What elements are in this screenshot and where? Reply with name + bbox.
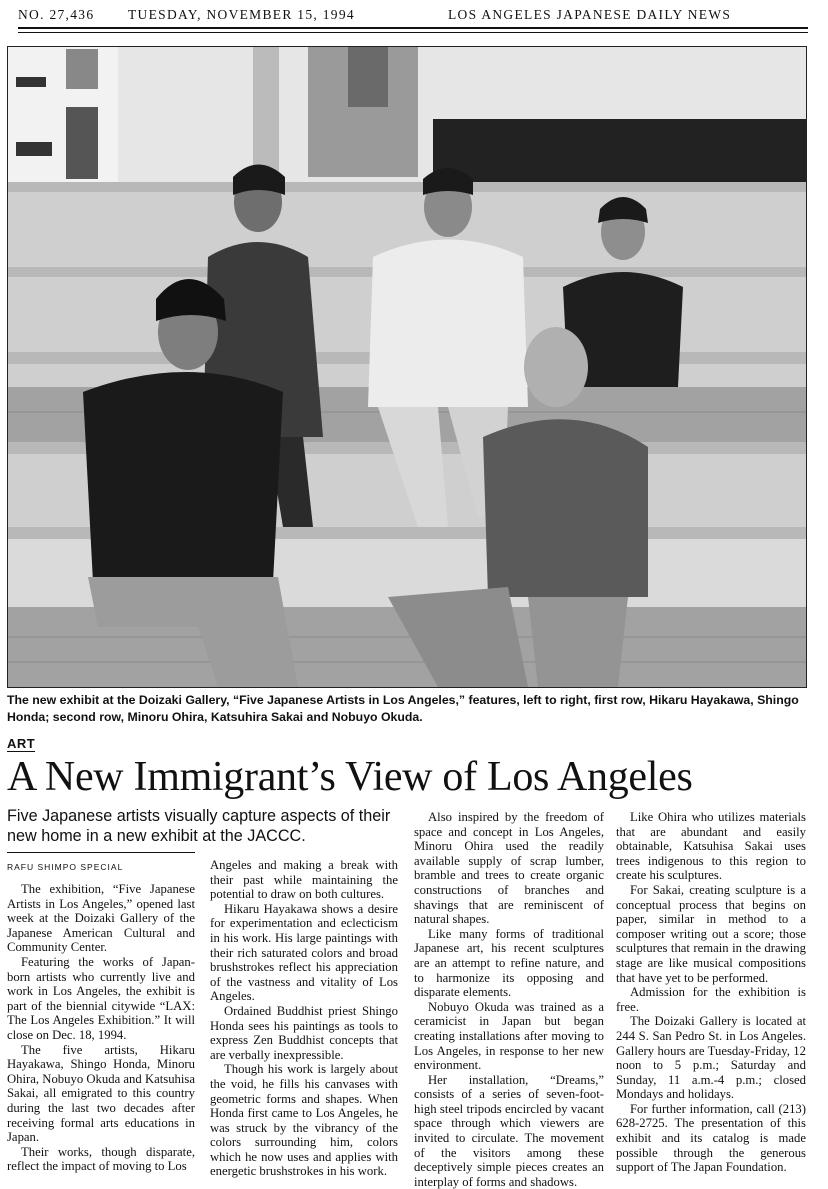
paragraph: The Doizaki Gallery is located at 244 S. San Pedro St. in Los Angeles. Gallery hours are Tuesday-Friday, 12 noon to 5 p.m.; Saturday and Sunday, 11 a.m.-4 p.m.; closed Mondays and holidays. xyxy=(616,1014,806,1102)
paragraph: Ordained Buddhist priest Shingo Honda sees his paintings as tools to express Zen Buddhist concepts that are verbally inexpressible. xyxy=(210,1003,398,1062)
byline-rule xyxy=(7,852,195,853)
newspaper-name: LOS ANGELES JAPANESE DAILY NEWS xyxy=(448,7,732,22)
paragraph: Hikaru Hayakawa shows a desire for experimentation and eclecticism in his work. His large paintings with their rich saturated colors and broad brushstrokes reflect his appreciation of the vastness and vitality of Los Angeles. xyxy=(210,901,398,1004)
paragraph: Also inspired by the freedom of space and concept in Los Angeles, Minoru Ohira used the readily available supply of scrap lumber, bramble and trees to create organic constructions of branches and shavings that are reminiscent of natural shapes. xyxy=(414,810,604,927)
issue-number: NO. 27,436 xyxy=(18,7,95,22)
headline: A New Immigrant’s View of Los Angeles xyxy=(7,754,693,800)
byline: RAFU SHIMPO SPECIAL xyxy=(7,862,124,872)
paragraph: The five artists, Hikaru Hayakawa, Shingo Honda, Minoru Ohira, Nobuyo Okuda and Katsuhisa Sakai, all emigrated to this country during the last two decades after receiving formal arts educations in Japan. xyxy=(7,1042,195,1145)
paragraph: Their works, though disparate, reflect the impact of moving to Los xyxy=(7,1144,195,1174)
paragraph: Nobuyo Okuda was trained as a ceramicist in Japan but began creating installations after moving to Los Angeles, in response to her new environment. xyxy=(414,999,604,1073)
section-label: ART xyxy=(7,736,36,751)
paragraph: For Sakai, creating sculpture is a conceptual process that begins on paper, similar in method to a composer writing out a score; those sculptures that remain in the drawing stage are like musical compositions that have yet to be performed. xyxy=(616,882,806,985)
issue-date: TUESDAY, NOVEMBER 15, 1994 xyxy=(128,7,355,22)
paragraph: The exhibition, “Five Japanese Artists in Los Angeles,” opened last week at the Doizaki Gallery of the Japanese American Cultural and Community Center. xyxy=(7,882,195,955)
photo-illustration xyxy=(8,47,806,687)
paragraph: Like many forms of traditional Japanese art, his recent sculptures are an attempt to refine nature, and to harmonize its opposing and disparate elements. xyxy=(414,926,604,1000)
article-column-4 xyxy=(616,810,806,1175)
paragraph: Though his work is largely about the void, he fills his canvases with geometric forms and shapes. When Honda first came to Los Angeles, he was struck by the vibrancy of the colors surrounding him, colors which he now uses and applies with energetic brushstrokes in his work. xyxy=(210,1062,398,1179)
paragraph: Angeles and making a break with their past while maintaining the potential to draw on both cultures. xyxy=(210,858,398,902)
paragraph: For further information, call (213) 628-2725. The presentation of this exhibit and its catalog is made possible through the generous support of The Japan Foundation. xyxy=(616,1101,806,1175)
photo-caption: The new exhibit at the Doizaki Gallery, “Five Japanese Artists in Los Angeles,” features, left to right, first row, Hikaru Hayakawa, Shingo Honda; second row, Minoru Ohira, Katsuhira Sakai and Nobuyo Okuda. xyxy=(7,693,799,724)
article-column-2 xyxy=(210,858,398,1179)
masthead-rule xyxy=(18,27,808,29)
paragraph: Admission for the exhibition is free. xyxy=(616,985,806,1014)
masthead-rule-thin xyxy=(18,32,808,33)
paragraph: Her installation, “Dreams,” consists of a series of seven-foot-high steel tripods encircled by vacant space through which viewers are invited to circulate. The movement of the visitors among these deceptively simple pieces creates an interplay of forms and shadows. xyxy=(414,1072,604,1189)
article-column-3 xyxy=(414,810,604,1189)
group-photo xyxy=(7,46,807,688)
paragraph: Featuring the works of Japan-born artists who currently live and work in Los Angeles, the exhibit is part of the biennial citywide “LAX: The Los Angeles Exhibition.” It will close on Dec. 18, 1994. xyxy=(7,954,195,1042)
masthead xyxy=(18,4,808,26)
paragraph: Like Ohira who utilizes materials that are abundant and easily obtainable, Katsuhisa Sakai uses trees indigenous to this region to create his sculptures. xyxy=(616,810,806,883)
article-column-1 xyxy=(7,882,195,1174)
deck-subheadline: Five Japanese artists visually capture aspects of their new home in a new exhibit at the JACCC. xyxy=(7,807,391,845)
